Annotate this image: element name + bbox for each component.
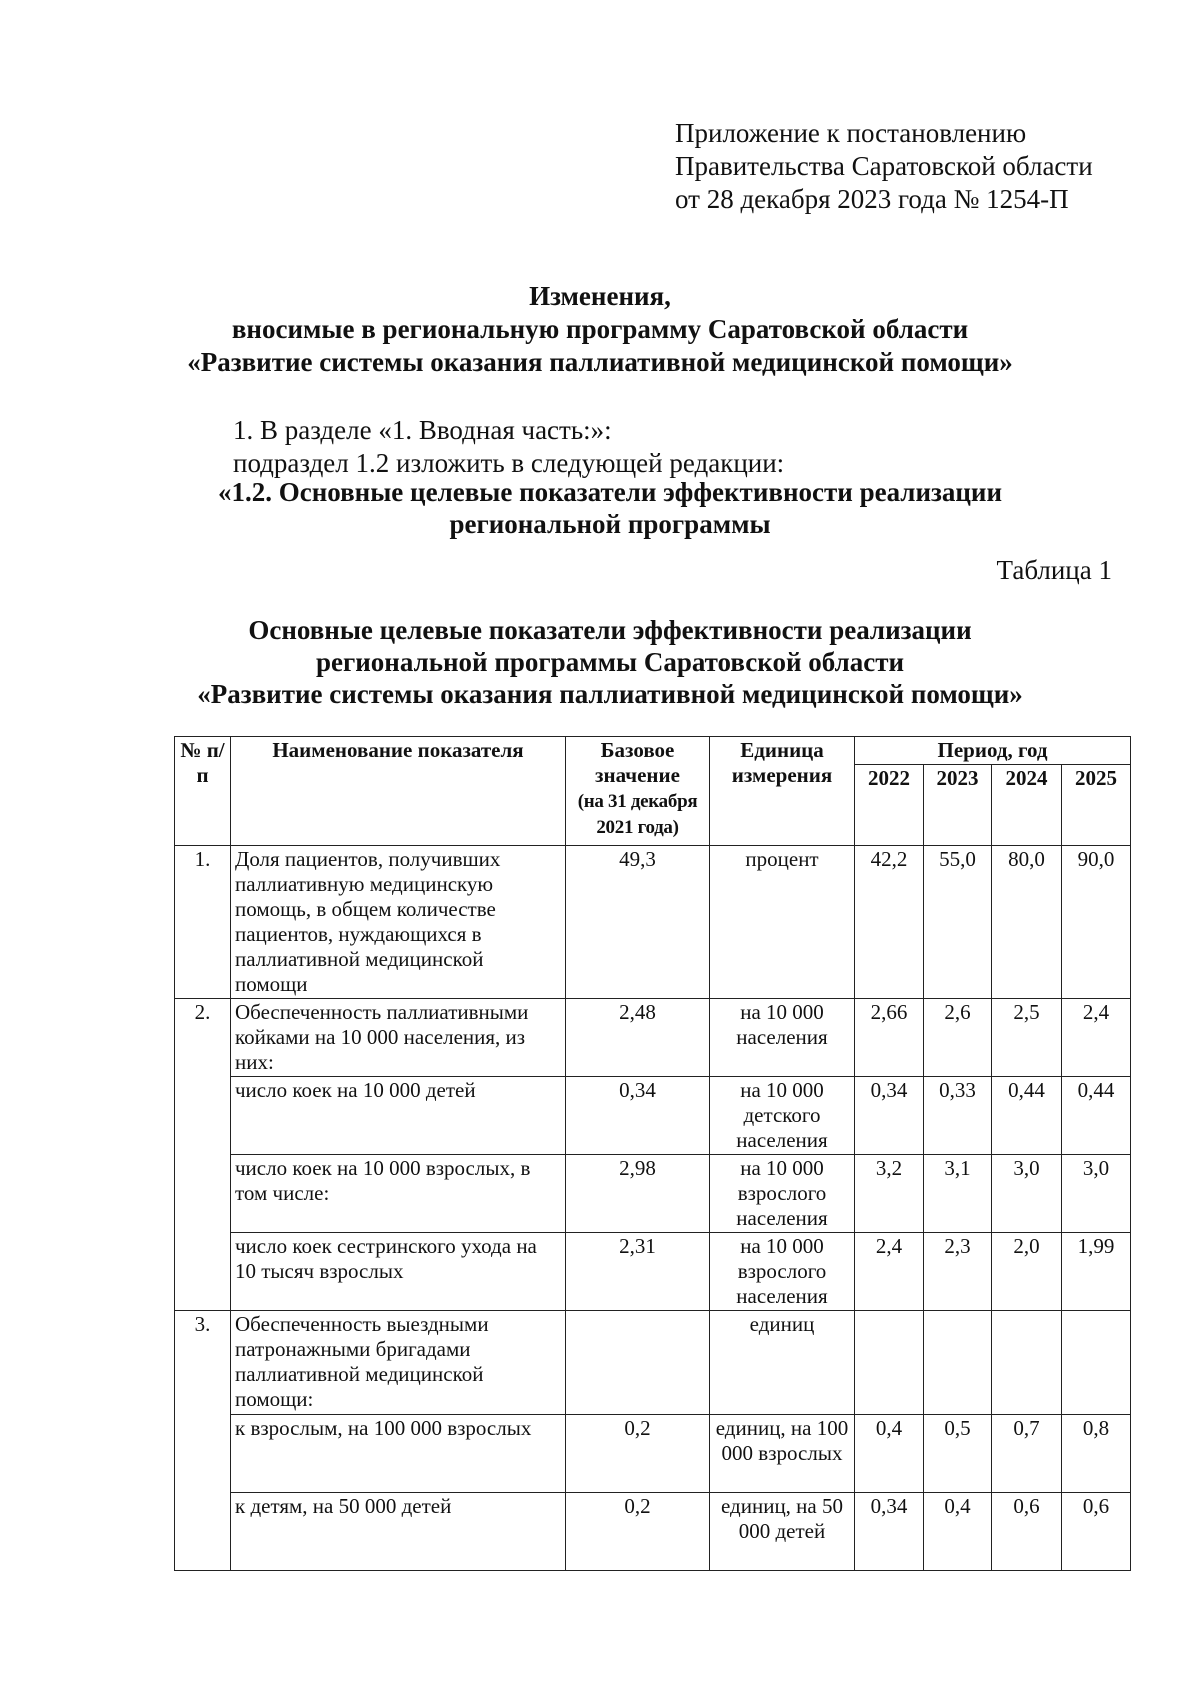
cell-base: 2,31	[566, 1233, 710, 1311]
cell-value: 1,99	[1062, 1233, 1131, 1311]
cell-value	[1062, 1311, 1131, 1415]
section-line: подраздел 1.2 изложить в следующей редакции:	[233, 448, 785, 478]
cell-base: 2,48	[566, 999, 710, 1077]
cell-unit: на 10 000 взрослого населения	[710, 1233, 855, 1311]
cell-value: 0,6	[1062, 1493, 1131, 1571]
cell-num: 2.	[175, 999, 231, 1311]
cell-value: 90,0	[1062, 846, 1131, 999]
cell-name: к детям, на 50 000 детей	[231, 1493, 566, 1571]
cell-base: 0,34	[566, 1077, 710, 1155]
cell-value: 0,8	[1062, 1415, 1131, 1493]
cell-value: 3,1	[924, 1155, 992, 1233]
cell-value: 2,66	[855, 999, 924, 1077]
cell-name: Доля пациентов, получивших паллиативную медицинскую помощь, в общем количестве пациентов, нуждающихся в паллиативной медицинской помощи	[231, 846, 566, 999]
table-title-line: Основные целевые показатели эффективности реализации	[248, 615, 972, 645]
cell-base: 0,2	[566, 1493, 710, 1571]
title-line: «Развитие системы оказания паллиативной медицинской помощи»	[187, 347, 1013, 377]
cell-value	[855, 1311, 924, 1415]
cell-num: 1.	[175, 846, 231, 999]
cell-base	[566, 1311, 710, 1415]
cell-value: 55,0	[924, 846, 992, 999]
cell-value: 0,5	[924, 1415, 992, 1493]
subtitle-line: региональной программы	[449, 509, 771, 539]
cell-base: 49,3	[566, 846, 710, 999]
cell-value: 0,4	[924, 1493, 992, 1571]
cell-value: 0,4	[855, 1415, 924, 1493]
cell-num: 3.	[175, 1311, 231, 1571]
table-row	[175, 1233, 1131, 1311]
table-title-line: «Развитие системы оказания паллиативной медицинской помощи»	[197, 679, 1023, 709]
cell-value: 0,7	[992, 1415, 1062, 1493]
subtitle-line: «1.2. Основные целевые показатели эффективности реализации	[217, 477, 1003, 507]
subsection-title	[150, 476, 1070, 540]
table-row	[175, 1077, 1131, 1155]
table-row	[175, 846, 1131, 999]
header-period: Период, год	[855, 737, 1131, 765]
cell-value: 0,44	[1062, 1077, 1131, 1155]
cell-value: 3,2	[855, 1155, 924, 1233]
cell-base: 0,2	[566, 1415, 710, 1493]
cell-unit: на 10 000 населения	[710, 999, 855, 1077]
appendix-line: Приложение к постановлению	[675, 118, 1027, 148]
header-num: № п/п	[175, 737, 231, 846]
cell-unit: единиц, на 100 000 взрослых	[710, 1415, 855, 1493]
table-title	[150, 614, 1070, 710]
cell-value: 0,33	[924, 1077, 992, 1155]
cell-value: 0,34	[855, 1493, 924, 1571]
section-intro	[233, 414, 784, 480]
table-title-line: региональной программы Саратовской области	[315, 647, 905, 677]
cell-value: 2,0	[992, 1233, 1062, 1311]
header-year: 2024	[992, 765, 1062, 846]
cell-value: 42,2	[855, 846, 924, 999]
cell-value: 2,6	[924, 999, 992, 1077]
cell-value: 0,34	[855, 1077, 924, 1155]
cell-unit: процент	[710, 846, 855, 999]
cell-value: 2,3	[924, 1233, 992, 1311]
cell-value: 0,44	[992, 1077, 1062, 1155]
cell-value: 3,0	[1062, 1155, 1131, 1233]
title-line: вносимые в региональную программу Саратовской области	[231, 314, 969, 344]
title-line: Изменения,	[529, 281, 671, 311]
document-title	[150, 280, 1050, 379]
cell-unit: единиц, на 50 000 детей	[710, 1493, 855, 1571]
header-year: 2023	[924, 765, 992, 846]
header-year: 2025	[1062, 765, 1131, 846]
table-row	[175, 999, 1131, 1077]
cell-value	[924, 1311, 992, 1415]
table-label: Таблица 1	[996, 555, 1112, 585]
appendix-line: Правительства Саратовской области	[675, 151, 1093, 181]
section-line: 1. В разделе «1. Вводная часть:»:	[233, 415, 612, 445]
cell-name: число коек на 10 000 взрослых, в том числе:	[231, 1155, 566, 1233]
cell-name: к взрослым, на 100 000 взрослых	[231, 1415, 566, 1493]
cell-name: число коек сестринского ухода на 10 тысяч взрослых	[231, 1233, 566, 1311]
header-year: 2022	[855, 765, 924, 846]
cell-value: 2,4	[1062, 999, 1131, 1077]
header-unit: Единица измерения	[710, 737, 855, 846]
cell-unit: единиц	[710, 1311, 855, 1415]
cell-name: Обеспеченность выездными патронажными бригадами паллиативной медицинской помощи:	[231, 1311, 566, 1415]
cell-unit: на 10 000 взрослого населения	[710, 1155, 855, 1233]
table-row	[175, 1155, 1131, 1233]
cell-base: 2,98	[566, 1155, 710, 1233]
table-row	[175, 1415, 1131, 1493]
header-base	[566, 737, 710, 846]
cell-value: 2,4	[855, 1233, 924, 1311]
cell-name: число коек на 10 000 детей	[231, 1077, 566, 1155]
table-row	[175, 1493, 1131, 1571]
header-base-label: Базовое значение	[595, 738, 680, 787]
cell-name: Обеспеченность паллиативными койками на 10 000 населения, из них:	[231, 999, 566, 1077]
cell-value: 0,6	[992, 1493, 1062, 1571]
cell-value: 3,0	[992, 1155, 1062, 1233]
appendix-line: от 28 декабря 2023 года № 1254-П	[675, 184, 1069, 214]
table-row	[175, 1311, 1131, 1415]
appendix-header	[675, 117, 1093, 216]
cell-value: 2,5	[992, 999, 1062, 1077]
cell-value: 80,0	[992, 846, 1062, 999]
cell-unit: на 10 000 детского населения	[710, 1077, 855, 1155]
indicators-table	[174, 736, 1131, 1571]
header-name: Наименование показателя	[231, 737, 566, 846]
header-base-note: (на 31 декабря 2021 года)	[577, 791, 698, 838]
cell-value	[992, 1311, 1062, 1415]
